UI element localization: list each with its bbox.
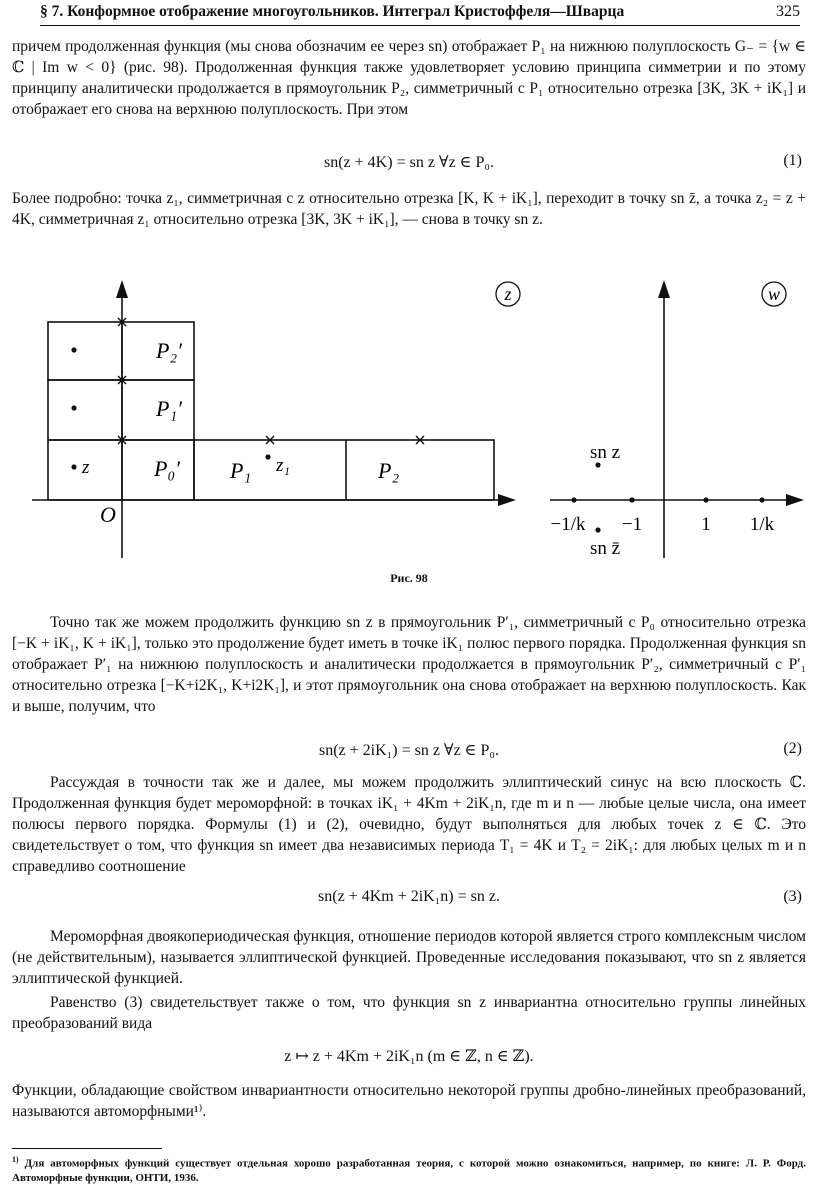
z-plane-tick-marks — [118, 318, 424, 444]
page — [12, 0, 806, 1183]
running-head — [40, 3, 800, 26]
equation-2-body: sn(z + 2iK₁) = sn z ∀z ∈ P₀. — [318, 742, 499, 759]
point-minus-1-over-k — [571, 497, 576, 502]
equation-4 — [12, 1046, 806, 1068]
paragraph-1: причем продолженная функция (мы снова обозначим ее через sn) отображает P₁ на нижнюю полуплоскость G₋ = {w ∈ ℂ | Im w < 0} (рис. 98). Продолженная функция также удовлетворяет условию принципа симметрии и по этому принципу аналитически продолжается в прямоугольник P₂, симметричный с P₁ относительно отрезка [3K, 3K + iK₁] и отображает его снова на верхнюю полуплоскость. При этом — [12, 38, 806, 118]
label-p1-prime: P₁′ — [156, 396, 182, 421]
tick-1: 1 — [701, 514, 711, 535]
origin-label: O — [100, 502, 116, 527]
equation-4-body: z ↦ z + 4Km + 2iK₁n (m ∈ ℤ, n ∈ ℤ). — [284, 1048, 534, 1065]
equation-1 — [12, 152, 806, 174]
equation-2-number: (2) — [783, 740, 802, 757]
footnote-text: Для автоморфных функций существует отдельная хорошо разработанная теория, с которой можно ознакомиться, например, по книге: Л. Р. Форд. Автоморфные функции, ОНТИ, 1936. — [12, 1157, 806, 1184]
point-minus-1 — [629, 497, 634, 502]
point-z — [71, 464, 76, 469]
label-p2-prime: P₂′ — [156, 338, 182, 363]
label-z: z — [82, 457, 90, 478]
label-p0-prime: P₀′ — [154, 456, 180, 481]
figure-caption: Рис. 98 — [390, 571, 428, 585]
equation-1-number: (1) — [783, 152, 802, 169]
equation-2 — [12, 740, 806, 762]
paragraph-3: Точно так же можем продолжить функцию sn z в прямоугольник P′₁, симметричный с P₀ относительно отрезка [−K + iK₁, K + iK₁], только это продолжение будет иметь в точке iK₁ полюс первого порядка. Продолженная функция sn отображает P′₁ на нижнюю полуплоскость и аналитически продолжается в прямоугольник P′₂, симметричный с P′₁ относительно отрезка [−K+i2K₁, K+i2K₁], и этот прямоугольник она снова отображает на верхнюю полуплоскость. Как и выше, получим, что — [12, 614, 806, 715]
label-p1: P₁ — [230, 458, 252, 483]
footnote-rule — [12, 1148, 162, 1149]
w-plane-label: w — [767, 284, 781, 304]
chapter-title: § 7. Конформное отображение многоугольников. Интеграл Кристоффеля—Шварца — [40, 3, 625, 20]
paragraph-7: Функции, обладающие свойством инвариантности относительно некоторой группы дробно-линейных преобразований, называются автоморфными¹⁾. — [12, 1082, 806, 1120]
point-sn-z — [595, 462, 600, 467]
tick-minus-1: −1 — [621, 514, 643, 535]
tick-minus-1-over-k: −1/k — [550, 514, 586, 535]
tick-1-over-k: 1/k — [749, 514, 775, 535]
equation-3-body: sn(z + 4Km + 2iK₁n) = sn z. — [318, 888, 500, 905]
footnote — [12, 1153, 806, 1185]
point-1-over-k — [759, 497, 764, 502]
z-plane-label: z — [504, 284, 512, 304]
z-plane-rectangles — [48, 322, 494, 500]
label-p2: P₂ — [378, 458, 400, 483]
label-sn-z: sn z — [590, 442, 621, 463]
page-number: 325 — [776, 3, 800, 20]
paragraph-5: Мероморфная двоякопериодическая функция, отношение периодов которой является строго комплексным числом (не действительным), называется эллиптической функцией. Проведенные исследования показывают, что sn z является эллиптической функцией. — [12, 928, 806, 987]
paragraph-2: Более подробно: точка z₁, симметричная с z относительно отрезка [K, K + iK₁], переходит в точку sn z̄, а точка z₂ = z + 4K, симметричная z₁ относительно отрезка [3K, 3K + iK₁], — снова в точку sn z. — [12, 190, 806, 228]
point-sn-z-bar — [595, 527, 600, 532]
label-sn-z-bar: sn z̄ — [590, 538, 621, 559]
paragraph-4: Рассуждая в точности так же и далее, мы можем продолжить эллиптический синус на всю плоскость ℂ. Продолженная функция будет мероморфной: в точках iK₁ + 4Km + 2iK₁n, где m и n — любые целые числа, она имеет полюсы первого порядка. Формулы (1) и (2), очевидно, будут выполняться для любых точек z ∈ ℂ. Это свидетельствует о том, что функция sn имеет два независимых периода T₁ = 4K и T₂ = 2iK₁: для любых целых m и n справедливо соотношение — [12, 774, 806, 875]
point-z1 — [265, 454, 270, 459]
equation-3 — [12, 888, 806, 910]
point-1 — [703, 497, 708, 502]
paragraph-6: Равенство (3) свидетельствует также о том, что функция sn z инвариантна относительно группы линейных преобразований вида — [12, 994, 806, 1032]
point-in-p1-prime — [71, 405, 76, 410]
equation-1-body: sn(z + 4K) = sn z ∀z ∈ P₀. — [324, 154, 494, 171]
figure-98 — [12, 268, 806, 568]
footnote-mark: 1) — [12, 1155, 19, 1164]
equation-3-number: (3) — [783, 888, 802, 905]
point-in-p2-prime — [71, 347, 76, 352]
label-z1: z₁ — [276, 455, 290, 476]
